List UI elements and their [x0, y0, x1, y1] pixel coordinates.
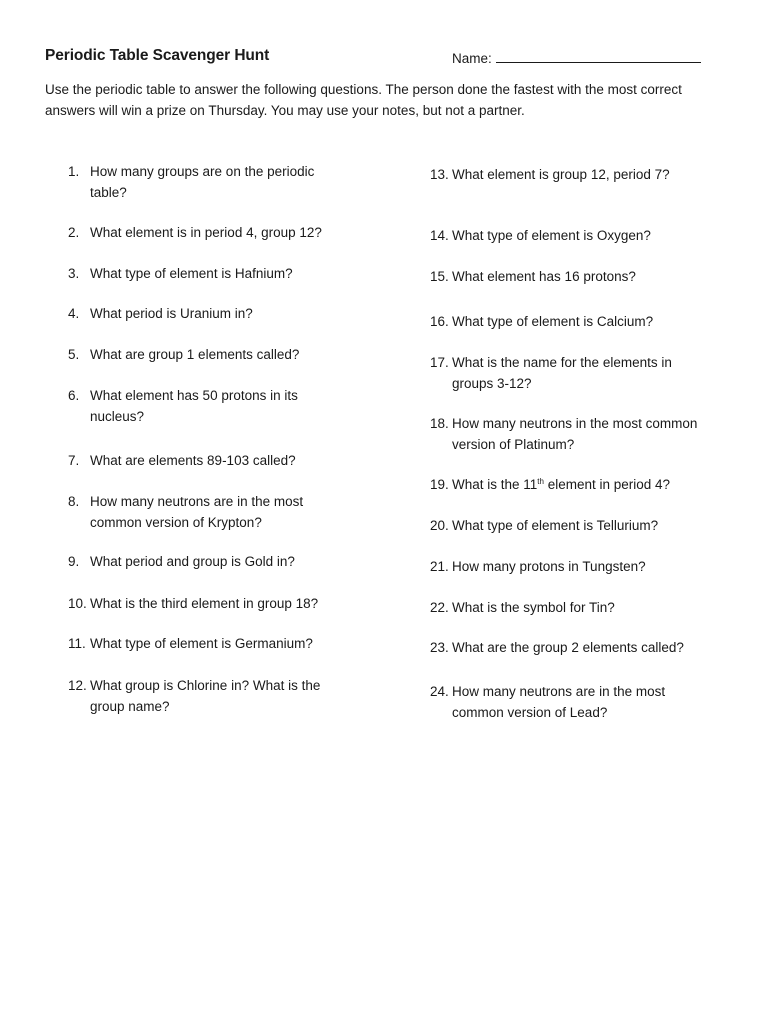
- question-text: How many protons in Tungsten?: [452, 559, 646, 574]
- question-2: [68, 223, 358, 244]
- question-text-part: element in period 4?: [543, 477, 671, 492]
- question-number: 4.: [68, 306, 80, 321]
- name-field: [452, 49, 701, 66]
- question-text: What type of element is Germanium?: [90, 636, 313, 651]
- question-number: 15.: [430, 269, 449, 284]
- question-text: What is the symbol for Tin?: [452, 600, 615, 615]
- question-number: 13.: [430, 167, 449, 182]
- question-number: 1.: [68, 164, 80, 179]
- question-number: 24.: [430, 684, 449, 699]
- question-14: [430, 226, 730, 247]
- question-5: [68, 345, 358, 366]
- question-text: What element is group 12, period 7?: [452, 167, 670, 182]
- question-number: 23.: [430, 640, 449, 655]
- question-17: [430, 353, 705, 394]
- question-text: What type of element is Calcium?: [452, 314, 654, 329]
- question-number: 14.: [430, 228, 449, 243]
- question-11: [68, 634, 358, 655]
- question-text: [452, 475, 670, 496]
- name-blank-line[interactable]: [496, 49, 701, 63]
- question-text: What period and group is Gold in?: [90, 554, 295, 569]
- question-number: 3.: [68, 266, 80, 281]
- question-number: 12.: [68, 678, 87, 693]
- question-16: [430, 312, 730, 333]
- question-number: 11.: [68, 636, 86, 651]
- question-20: [430, 516, 730, 537]
- question-number: 9.: [68, 554, 80, 569]
- question-19: [430, 475, 730, 496]
- question-text: What element is in period 4, group 12?: [90, 225, 322, 240]
- question-18: [430, 414, 720, 455]
- question-number: 10.: [68, 596, 87, 611]
- question-text: What is the third element in group 18?: [90, 596, 319, 611]
- question-6: [68, 386, 308, 427]
- question-4: [68, 304, 358, 325]
- question-text: What group is Chlorine in? What is the group name?: [90, 678, 321, 714]
- question-1: [68, 162, 328, 203]
- question-10: [68, 594, 358, 615]
- question-number: 17.: [430, 355, 449, 370]
- question-number: 8.: [68, 494, 80, 509]
- question-24: [430, 682, 710, 723]
- question-number: 5.: [68, 347, 80, 362]
- question-7: [68, 451, 358, 472]
- question-number: 7.: [68, 453, 80, 468]
- name-label: Name:: [452, 51, 492, 66]
- question-number: 16.: [430, 314, 449, 329]
- question-number: 21.: [430, 559, 449, 574]
- instructions: Use the periodic table to answer the following questions. The person done the fastest with the most correct answers will win a prize on Thursday. You may use your notes, but not a partner.: [45, 82, 682, 118]
- question-text: What element has 50 protons in its nucleus?: [90, 388, 298, 424]
- question-number: 22.: [430, 600, 449, 615]
- question-text: What are group 1 elements called?: [90, 347, 300, 362]
- question-text: What type of element is Tellurium?: [452, 518, 659, 533]
- question-text: How many neutrons are in the most common version of Lead?: [452, 684, 666, 720]
- question-number: 6.: [68, 388, 80, 403]
- question-text: What period is Uranium in?: [90, 306, 253, 321]
- ordinal-suffix: th: [537, 477, 544, 486]
- question-text: What are elements 89-103 called?: [90, 453, 296, 468]
- question-text: What element has 16 protons?: [452, 269, 636, 284]
- worksheet-title: Periodic Table Scavenger Hunt: [45, 47, 270, 64]
- question-15: [430, 267, 730, 288]
- question-text: How many groups are on the periodic table?: [90, 164, 315, 200]
- question-21: [430, 557, 730, 578]
- question-text: What are the group 2 elements called?: [452, 640, 684, 655]
- question-text: How many neutrons are in the most common version of Krypton?: [90, 494, 304, 530]
- question-13: [430, 165, 730, 186]
- question-12: [68, 676, 338, 717]
- question-text: How many neutrons in the most common version of Platinum?: [452, 416, 698, 452]
- question-8: [68, 492, 323, 533]
- question-22: [430, 598, 730, 619]
- question-3: [68, 264, 358, 285]
- question-number: 20.: [430, 518, 449, 533]
- question-23: [430, 638, 730, 659]
- question-number: 19.: [430, 477, 449, 492]
- question-number: 18.: [430, 416, 449, 431]
- question-number: 2.: [68, 225, 80, 240]
- question-text: What type of element is Hafnium?: [90, 266, 293, 281]
- question-text-part: What is the 11: [452, 477, 538, 492]
- question-text: What type of element is Oxygen?: [452, 228, 651, 243]
- question-text: What is the name for the elements in groups 3-12?: [452, 355, 672, 391]
- question-9: [68, 552, 358, 573]
